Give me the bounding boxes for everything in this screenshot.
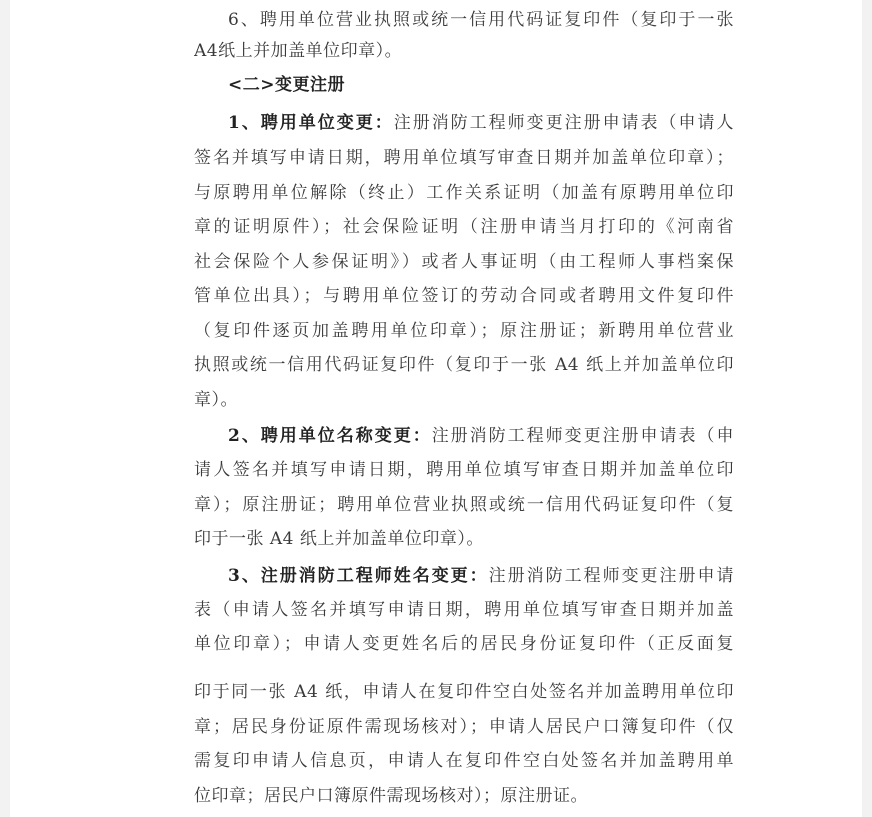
item3-line-7: 位印章；居民户口簿原件需现场核对）；原注册证。: [194, 786, 588, 806]
item1-line-8: 执照或统一信用代码证复印件（复印于一张 A4 纸上并加盖单位印: [194, 355, 734, 375]
item1-line-7: （复印件逐页加盖聘用单位印章）；原注册证；新聘用单位营业: [194, 321, 734, 341]
item2-line-3: 章）；原注册证；聘用单位营业执照或统一信用代码证复印件（复: [194, 495, 734, 515]
item6-line-1: 6、聘用单位营业执照或统一信用代码证复印件（复印于一张: [228, 10, 734, 30]
item1-text-1: 注册消防工程师变更注册申请表（申请人: [393, 113, 734, 133]
item3-line-4: 印于同一张 A4 纸，申请人在复印件空白处签名并加盖聘用单位印: [194, 682, 734, 702]
item6-line-2: A4纸上并加盖单位印章）。: [194, 41, 403, 61]
item2-line-4: 印于一张 A4 纸上并加盖单位印章）。: [194, 529, 484, 549]
item2-line-1: [228, 425, 734, 447]
item1-line-9: 章）。: [194, 390, 238, 410]
item1-line-4: 章的证明原件）；社会保险证明（注册申请当月打印的《河南省: [194, 217, 734, 237]
item3-line-1: [228, 565, 734, 587]
item2-line-2: 请人签名并填写申请日期，聘用单位填写审查日期并加盖单位印: [194, 460, 734, 480]
item1-line-2: 签名并填写申请日期，聘用单位填写审查日期并加盖单位印章）；: [194, 148, 734, 168]
item3-label: 3、注册消防工程师姓名变更：: [228, 566, 489, 586]
item2-label: 2、聘用单位名称变更：: [228, 426, 432, 446]
item1-line-6: 管单位出具）；与聘用单位签订的劳动合同或者聘用文件复印件: [194, 286, 734, 306]
item1-line-5: 社会保险个人参保证明》）或者人事证明（由工程师人事档案保: [194, 252, 734, 272]
item3-line-3: 单位印章）；申请人变更姓名后的居民身份证复印件（正反面复: [194, 634, 734, 654]
item3-line-2: 表（申请人签名并填写申请日期，聘用单位填写审查日期并加盖: [194, 600, 734, 620]
item1-line-1: [228, 112, 734, 134]
item3-line-5: 章；居民身份证原件需现场核对）；申请人居民户口簿复印件（仅: [194, 717, 734, 737]
item3-text-1: 注册消防工程师变更注册申请: [488, 566, 734, 586]
item2-text-1: 注册消防工程师变更注册申请表（申: [431, 426, 734, 446]
document-page: [10, 0, 862, 817]
item3-line-6: 需复印申请人信息页，申请人在复印件空白处签名并加盖聘用单: [194, 751, 734, 771]
section-heading-change-registration: <二>变更注册: [228, 75, 345, 95]
page-right-margin: [861, 0, 872, 817]
item1-line-3: 与原聘用单位解除（终止）工作关系证明（加盖有原聘用单位印: [194, 183, 734, 203]
item1-label: 1、聘用单位变更：: [228, 113, 394, 133]
